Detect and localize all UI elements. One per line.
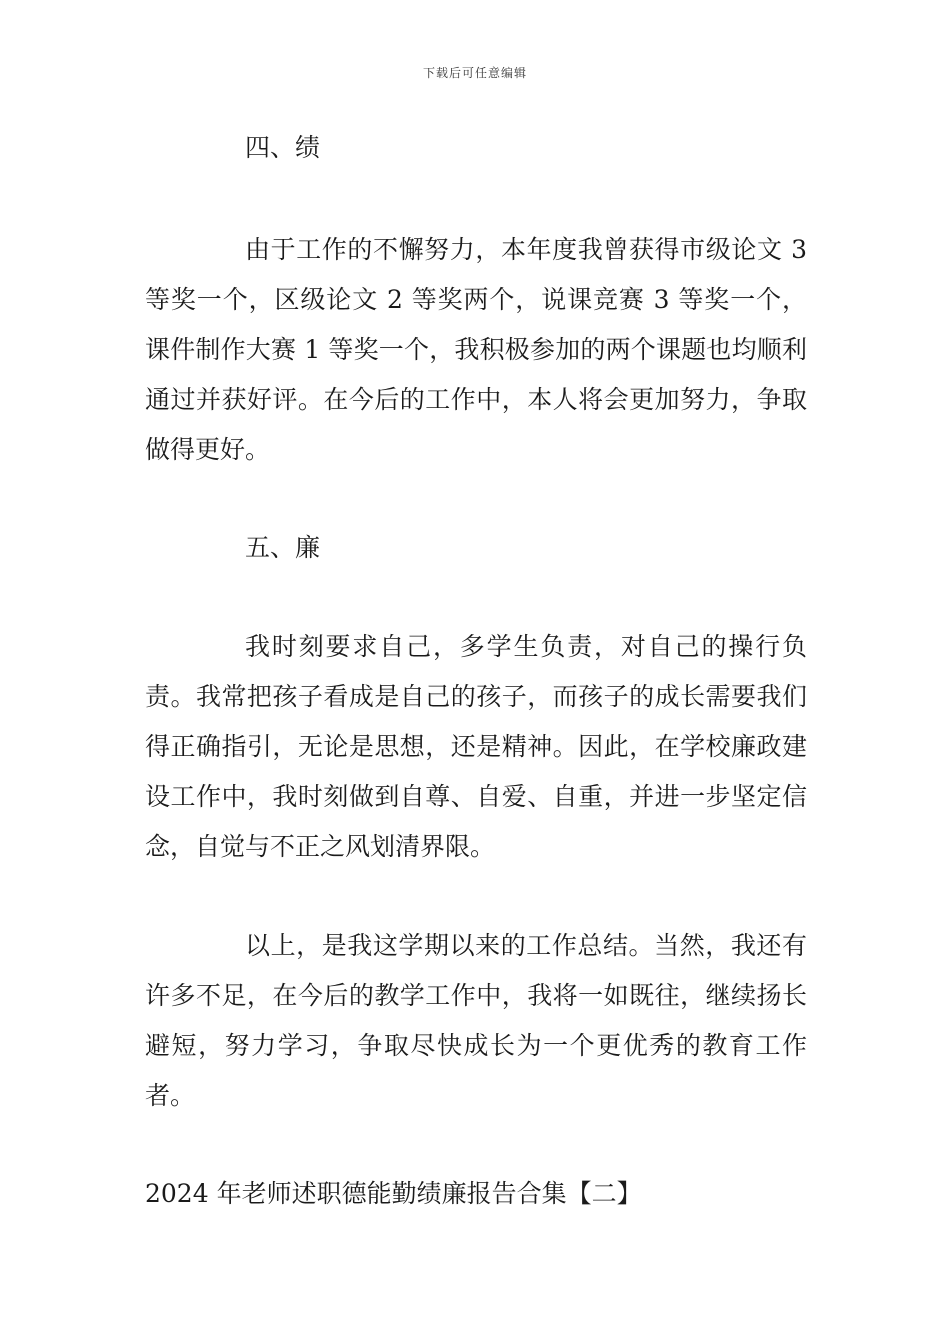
- section-heading-ji: 四、绩: [245, 133, 321, 162]
- section-paragraph-lian: 我时刻要求自己，多学生负责，对自己的操行负责。我常把孩子看成是自己的孩子，而孩子的成长需要我们得正确指引，无论是思想，还是精神。因此，在学校廉政建设工作中，我时刻做到自尊、自爱、自重，并进一步坚定信念，自觉与不正之风划清界限。: [145, 632, 807, 861]
- closing-paragraph: 以上，是我这学期以来的工作总结。当然，我还有许多不足，在今后的教学工作中，我将一如既往，继续扬长避短，努力学习，争取尽快成长为一个更优秀的教育工作者。: [145, 931, 807, 1110]
- section-heading-lian: 五、廉: [245, 533, 321, 562]
- page-header: 下载后可任意编辑: [422, 66, 527, 80]
- next-report-title: 2024 年老师述职德能勤绩廉报告合集【二】: [145, 1179, 642, 1208]
- section-paragraph-ji: 由于工作的不懈努力，本年度我曾获得市级论文 3 等奖一个，区级论文 2 等奖两个，说课竞赛 3 等奖一个，课件制作大赛 1 等奖一个，我积极参加的两个课题也均顺利通过并获好评。在今后的工作中，本人将会更加努力，争取做得更好。: [145, 235, 807, 464]
